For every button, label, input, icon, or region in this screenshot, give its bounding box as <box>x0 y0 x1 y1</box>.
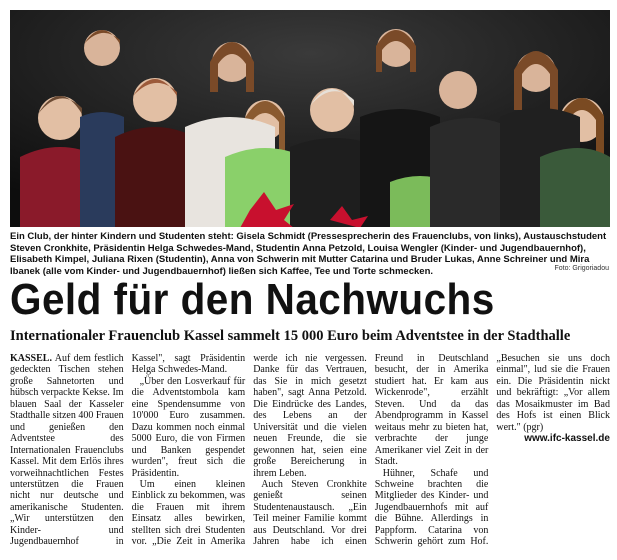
article-paragraph-5: Hühner, Schafe und Schweine brachten die Mitglieder des Kinder- und Jugendbauernhofs mit auf die Bühne. Allerdings in Pappform. Catarina von Schwerin gehört zum Hof. „Besuchen sie uns doch einmal", lud sie die Frauen ein. Die Präsidentin nickt und bekräftigt: „Vor allem das Mosaikmuster im Bad des Hofs ist einen Blick wert." (pgr) <box>374 353 610 548</box>
photo-credit: Foto: Grigoriadou <box>554 265 609 272</box>
group-photo <box>10 10 610 227</box>
article-paragraph-2: „Über den Losverkauf für die Adventstombola kam eine Spendensumme von 10'000 Euro zusammen. Dazu kommen noch einmal 5000 Euro, die von Firmen und Banken gespendet wurden", freut sich die Präsidentin. <box>131 375 246 479</box>
article-body <box>10 353 610 553</box>
article-text-1: Auf dem festlich gedeckten Tischen stehen große Sahnetorten und hübsch verpackte Kekse. Im blauen Saal der Kasseler Stadthalle sitzen 400 Frauen und genießen den Adventstee des Internationalen Frauenclubs Kassel. Mit dem Erlös ihres vorweihnachtlichen Festes unterstützen die Frauen nicht nur deutsche und amerikanische Studenten. „Wir unterstützen den Kinder- und Jugendbauernhof in Kassel", sagt Präsidentin Helga Schwedes-Mand. <box>10 353 246 548</box>
website-link[interactable]: www.ifc-kassel.de <box>524 433 610 445</box>
dateline: KASSEL. <box>10 353 52 364</box>
subheadline: Internationaler Frauenclub Kassel sammelt 15 000 Euro beim Adventstee in der Stadthalle <box>10 328 571 344</box>
article-paragraph-4: Auch Steven Cronkhite genießt seinen Studentenaustausch. „Ein Teil meiner Familie kommt aus Deutschland. Vor drei Jahren habe ich einen Freund in Deutschland besucht, der in Amerika studiert hat. Er kam aus Wickenrode", erzählt Steven. Und da das Abendprogramm in Kassel weitaus mehr zu bieten hat, verbrachte der junge Amerikaner viel Zeit in der Stadt. <box>253 353 489 548</box>
headline: Geld für den Nachwuchs <box>10 275 495 324</box>
group-photo-illustration <box>10 10 610 227</box>
photo-caption: Ein Club, der hinter Kindern und Studenten steht: Gisela Schmidt (Pressesprecherin des Frauenclubs, von links), Austauschstudent Steven Cronkhite, Präsidentin Helga Schwedes-Mand, Studentin Anna Petzold, Louisa Wengler (Kinder- und Jugendbauernhof), Elisabeth Kimpel, Juliana Rixen (Studentin), Anna von Schwerin mit Mutter Catarina und Bruder Lukas, Anne Schreiner und Mira Ibanek (alle vom Kinder- und Jugendbauernhof) ließen sich Kaffee, Tee und Torte schmecken. <box>10 231 607 277</box>
article-paragraph-3: Um einen kleinen Einblick zu bekommen, was die Frauen mit ihrem Einsatz alles bewirken, stellten sich drei Studenten vor. „Die Zeit in Amerika werde ich nie vergessen. Danke für das Vertrauen, das Sie in mich gesetzt haben", sagt Anna Petzold. Die Eindrücke des Landes, des Lebens an der Universität und die vielen neuen Freunde, die sie gewonnen hat, seien eine große Bereicherung in ihrem Leben. <box>131 353 367 548</box>
